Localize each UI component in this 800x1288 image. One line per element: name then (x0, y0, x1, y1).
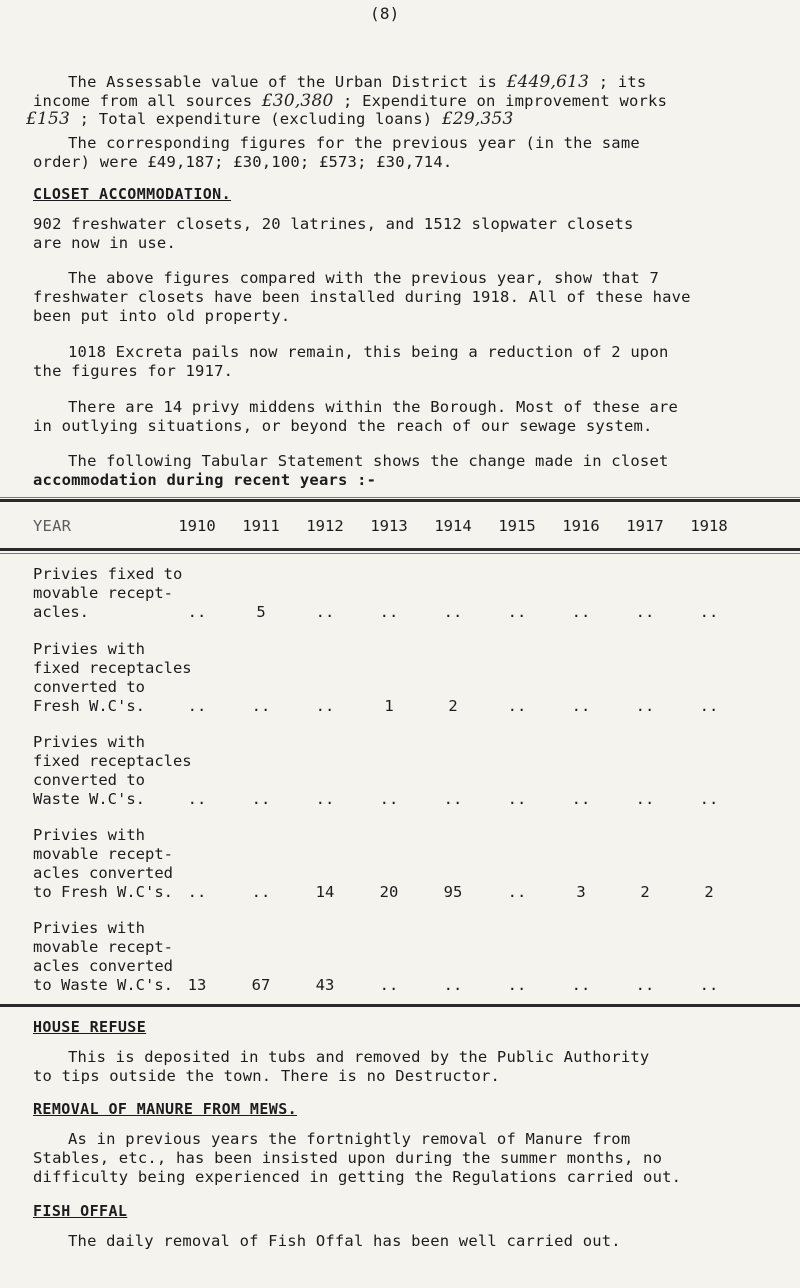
table-cell: .. (507, 697, 527, 715)
closet-para2-line2: freshwater closets have been installed during 1918. All of these have (33, 288, 691, 306)
table-cell: .. (379, 976, 399, 994)
year-column-label: YEAR (33, 517, 72, 535)
table-cell: 14 (315, 883, 335, 901)
table-cell: 95 (443, 883, 463, 901)
table-cell: .. (315, 790, 335, 808)
table-cell: 20 (379, 883, 399, 901)
handwritten-total-value: £29,353 (441, 109, 514, 129)
row-label-line: Privies with (33, 640, 145, 658)
table-cell: .. (443, 976, 463, 994)
assessable-value-line (68, 73, 646, 91)
closet-para2-line3: been put into old property. (33, 307, 291, 325)
row-label-line: acles converted (33, 864, 173, 882)
table-cell: .. (507, 883, 527, 901)
table-cell: .. (187, 790, 207, 808)
total-expenditure-text: ; Total expenditure (excluding loans) (79, 110, 433, 128)
closet-para1-line2: are now in use. (33, 234, 176, 252)
table-cell: 2 (448, 697, 458, 715)
table-cell: .. (571, 603, 591, 621)
row-label-line: to Waste W.C's. (33, 976, 173, 994)
table-cell: .. (251, 883, 271, 901)
row-label-line: converted to (33, 771, 145, 789)
handwritten-assessable-value: £449,613 (506, 72, 590, 92)
handwritten-improvement-value: £153 (26, 109, 71, 129)
table-cell: .. (635, 976, 655, 994)
table-cell: .. (315, 603, 335, 621)
table-cell: 5 (256, 603, 266, 621)
closet-accommodation-heading: CLOSET ACCOMMODATION. (33, 185, 232, 203)
year-header: 1916 (562, 517, 600, 535)
income-line (33, 92, 667, 110)
year-header: 1912 (306, 517, 344, 535)
table-cell: .. (379, 790, 399, 808)
closet-para5-line1: The following Tabular Statement shows the change made in closet (68, 452, 669, 470)
manure-line1: As in previous years the fortnightly removal of Manure from (68, 1130, 631, 1148)
table-cell: .. (699, 697, 719, 715)
closet-para4-line1: There are 14 privy middens within the Borough. Most of these are (68, 398, 679, 416)
row-label-line: acles converted (33, 957, 173, 975)
table-cell: .. (187, 603, 207, 621)
its-text: ; its (598, 73, 647, 91)
row-label-line: movable recept- (33, 938, 173, 956)
house-refuse-heading: HOUSE REFUSE (33, 1018, 147, 1036)
table-cell: .. (187, 883, 207, 901)
table-cell: .. (699, 603, 719, 621)
table-cell: .. (699, 790, 719, 808)
row-label-line: acles. (33, 603, 89, 621)
row-label-line: Waste W.C's. (33, 790, 145, 808)
table-cell: 43 (315, 976, 335, 994)
table-header-rule (0, 548, 800, 551)
row-label-line: Privies with (33, 826, 145, 844)
table-cell: 3 (576, 883, 586, 901)
table-top-rule-thick (0, 499, 800, 502)
table-cell: .. (251, 697, 271, 715)
closet-para1-line1: 902 freshwater closets, 20 latrines, and 1512 slopwater closets (33, 215, 634, 233)
refuse-line2: to tips outside the town. There is no Destructor. (33, 1067, 501, 1085)
page-number: (8) (370, 4, 400, 23)
table-cell: 2 (640, 883, 650, 901)
row-label-line: Privies with (33, 919, 145, 937)
closet-para3-line2: the figures for 1917. (33, 362, 234, 380)
table-cell: .. (507, 603, 527, 621)
row-label-line: movable recept- (33, 584, 173, 602)
table-cell: 13 (187, 976, 207, 994)
row-label-line: Privies fixed to (33, 565, 183, 583)
table-cell: .. (699, 976, 719, 994)
expenditure-text: ; Expenditure on improvement works (343, 92, 668, 110)
previous-year-line-2: order) were £49,187; £30,100; £573; £30,714. (33, 153, 453, 171)
year-header: 1915 (498, 517, 536, 535)
row-label-line: Fresh W.C's. (33, 697, 145, 715)
table-cell: .. (507, 976, 527, 994)
table-bottom-rule (0, 1004, 800, 1007)
table-cell: .. (251, 790, 271, 808)
assessable-value-text: The Assessable value of the Urban District is (68, 73, 497, 91)
table-cell: .. (635, 603, 655, 621)
row-label-line: movable recept- (33, 845, 173, 863)
income-text: income from all sources (33, 92, 253, 110)
table-cell: .. (187, 697, 207, 715)
table-top-rule (0, 497, 800, 498)
table-cell: .. (443, 603, 463, 621)
table-cell: .. (571, 976, 591, 994)
table-cell: .. (635, 697, 655, 715)
closet-para5-line2: accommodation during recent years :- (33, 471, 377, 489)
fish-offal-heading: FISH OFFAL (33, 1202, 128, 1220)
manure-heading: REMOVAL OF MANURE FROM MEWS. (33, 1100, 298, 1118)
total-expenditure-line (26, 110, 514, 128)
previous-year-line-1: The corresponding figures for the previous year (in the same (68, 134, 640, 152)
handwritten-income-value: £30,380 (261, 91, 334, 111)
closet-para4-line2: in outlying situations, or beyond the reach of our sewage system. (33, 417, 653, 435)
table-cell: 67 (251, 976, 271, 994)
year-header: 1914 (434, 517, 472, 535)
table-cell: .. (571, 697, 591, 715)
table-cell: .. (635, 790, 655, 808)
manure-line3: difficulty being experienced in getting the Regulations carried out. (33, 1168, 682, 1186)
row-label-line: fixed receptacles (33, 659, 192, 677)
table-header-rule-thin (0, 553, 800, 554)
table-cell: 1 (384, 697, 394, 715)
table-cell: 2 (704, 883, 714, 901)
year-header: 1917 (626, 517, 664, 535)
closet-para3-line1: 1018 Excreta pails now remain, this being a reduction of 2 upon (68, 343, 669, 361)
table-cell: .. (443, 790, 463, 808)
table-cell: .. (315, 697, 335, 715)
year-header: 1913 (370, 517, 408, 535)
year-header: 1918 (690, 517, 728, 535)
fish-line1: The daily removal of Fish Offal has been well carried out. (68, 1232, 621, 1250)
table-cell: .. (379, 603, 399, 621)
row-label-line: to Fresh W.C's. (33, 883, 173, 901)
row-label-line: converted to (33, 678, 145, 696)
manure-line2: Stables, etc., has been insisted upon during the summer months, no (33, 1149, 663, 1167)
table-cell: .. (571, 790, 591, 808)
row-label-line: fixed receptacles (33, 752, 192, 770)
year-header: 1911 (242, 517, 280, 535)
table-cell: .. (507, 790, 527, 808)
refuse-line1: This is deposited in tubs and removed by the Public Authority (68, 1048, 650, 1066)
year-header: 1910 (178, 517, 216, 535)
row-label-line: Privies with (33, 733, 145, 751)
closet-para2-line1: The above figures compared with the previous year, show that 7 (68, 269, 659, 287)
